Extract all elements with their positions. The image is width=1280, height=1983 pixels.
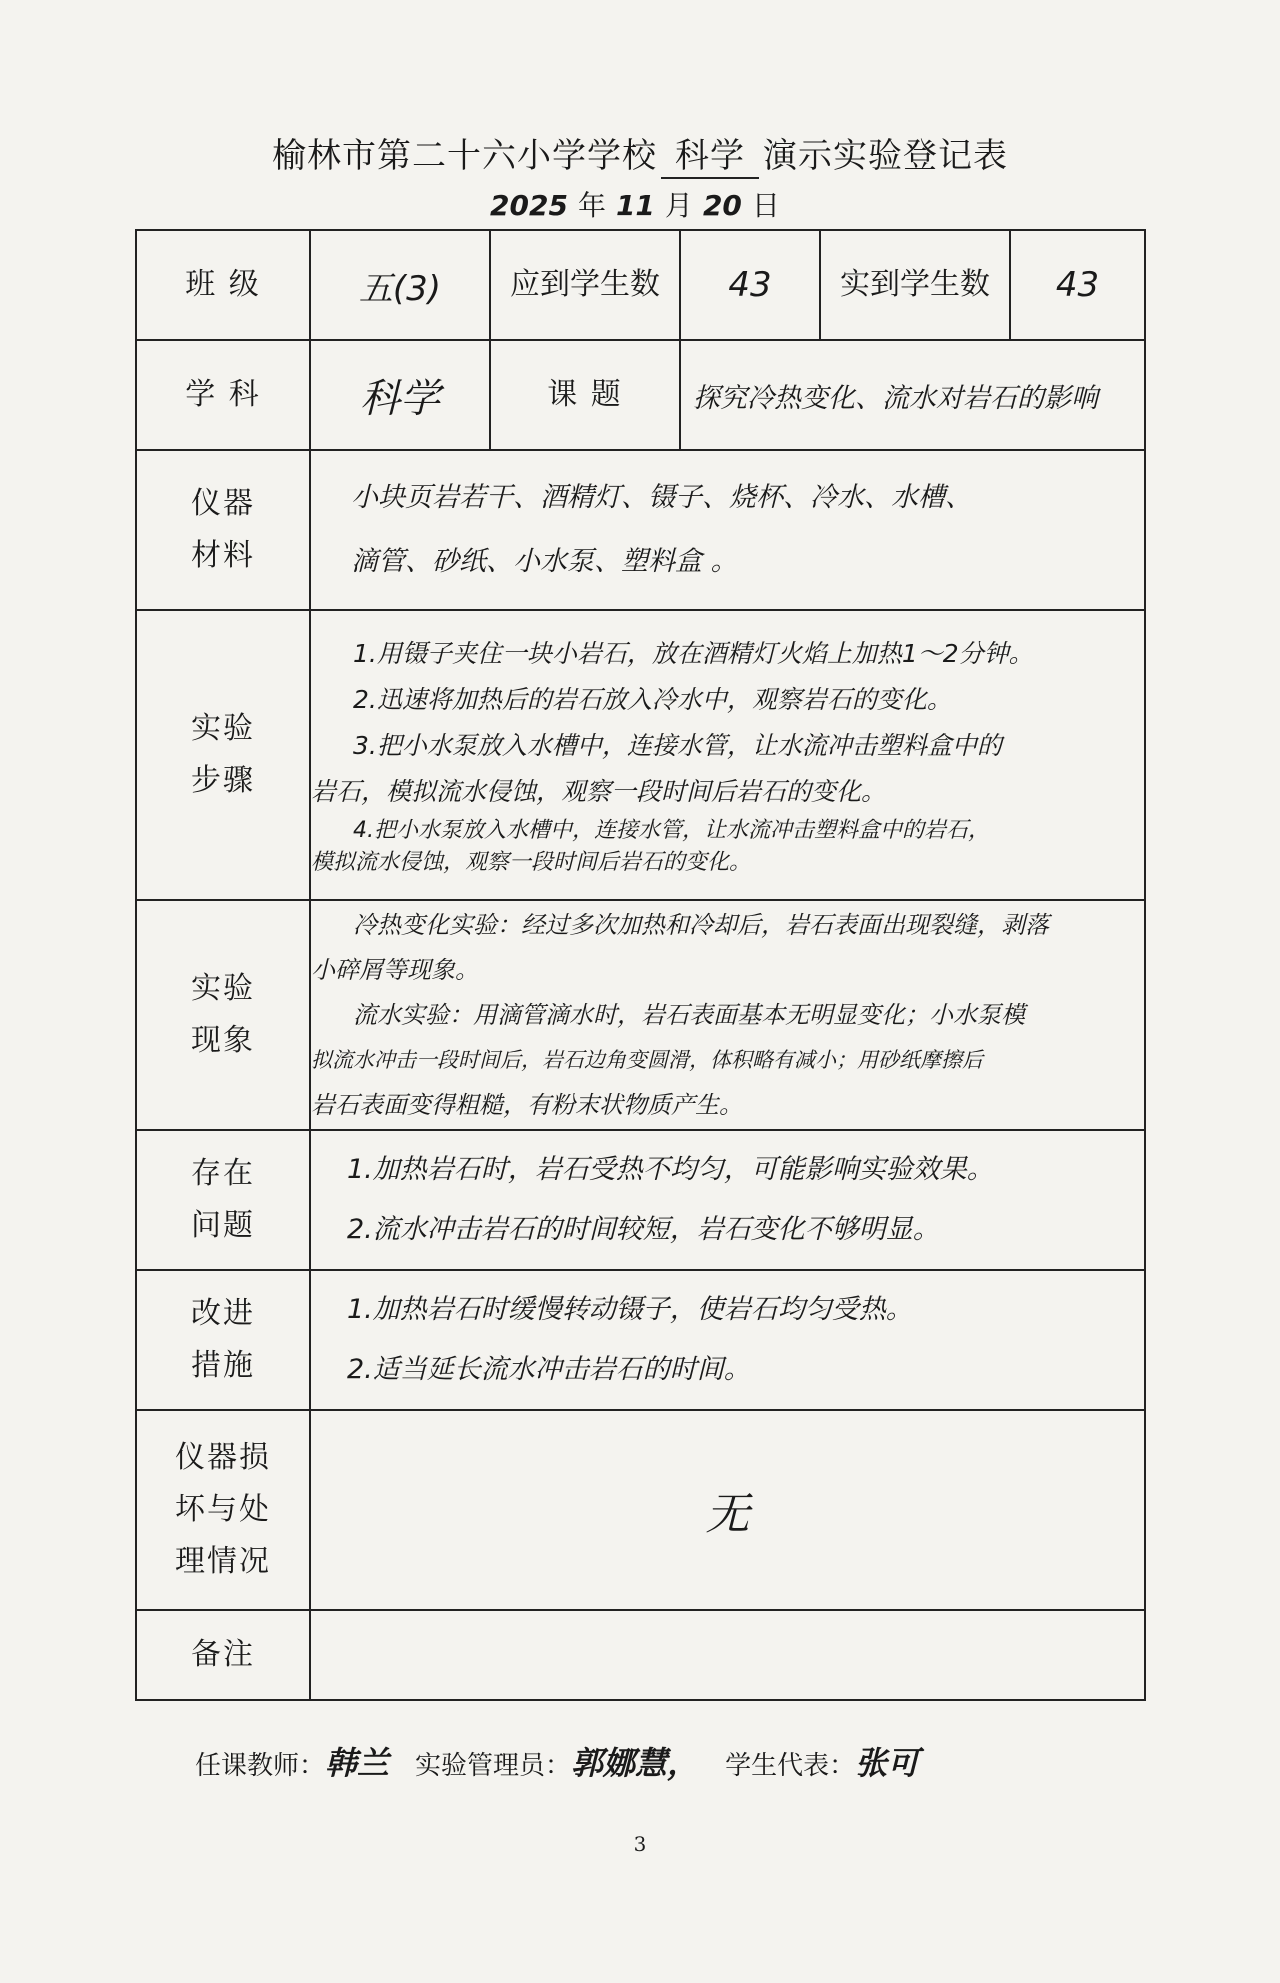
materials-label <box>136 450 310 610</box>
row-damage <box>136 1410 1145 1610</box>
damage-label-line-2: 坏与处 <box>175 1492 271 1527</box>
page-number: 3 <box>633 1832 647 1856</box>
expected-students-label: 应到学生数 <box>490 230 680 340</box>
class-value: 五(3) <box>310 230 490 340</box>
improvements-label-line-1: 改进 <box>191 1296 255 1331</box>
date-line <box>480 184 780 224</box>
step-line: 2.迅速将加热后的岩石放入冷水中，观察岩石的变化。 <box>353 685 952 714</box>
observation-line: 小碎屑等现象。 <box>311 955 479 984</box>
topic-label: 课 题 <box>490 340 680 450</box>
materials-content <box>310 450 1145 610</box>
improvements-label <box>136 1270 310 1410</box>
row-steps <box>136 610 1145 900</box>
signature-footer <box>195 1738 945 1784</box>
row-observations <box>136 900 1145 1130</box>
teacher-signature: 韩兰 <box>325 1744 390 1782</box>
issues-label <box>136 1130 310 1270</box>
improvement-line: 1.加热岩石时缓慢转动镊子，使岩石均匀受热。 <box>347 1294 913 1325</box>
improvements-label-line-2: 措施 <box>191 1348 255 1383</box>
observations-label <box>136 900 310 1130</box>
date-month: 11 <box>615 189 655 222</box>
date-month-label: 月 <box>664 189 693 222</box>
step-line: 3.把小水泵放入水槽中，连接水管，让水流冲击塑料盒中的 <box>353 731 1002 760</box>
step-line: 模拟流水侵蚀，观察一段时间后岩石的变化。 <box>311 850 752 875</box>
materials-label-line-1: 仪器 <box>191 486 255 521</box>
issues-label-line-2: 问题 <box>191 1208 255 1243</box>
steps-label <box>136 610 310 900</box>
remarks-value <box>310 1610 1145 1700</box>
issues-label-line-1: 存在 <box>191 1156 255 1191</box>
observations-label-line-1: 实验 <box>191 971 255 1006</box>
materials-label-line-2: 材料 <box>191 538 255 573</box>
issue-line: 2.流水冲击岩石的时间较短，岩石变化不够明显。 <box>347 1214 940 1245</box>
expected-students-value: 43 <box>680 230 820 340</box>
manager-label: 实验管理员： <box>415 1751 572 1781</box>
teacher-label: 任课教师： <box>195 1751 326 1781</box>
observation-line: 流水实验：用滴管滴水时，岩石表面基本无明显变化；小水泵模 <box>353 1000 1025 1029</box>
damage-value: 无 <box>310 1410 1145 1610</box>
class-label: 班 级 <box>136 230 310 340</box>
observation-line: 拟流水冲击一段时间后，岩石边角变圆滑，体积略有减小；用砂纸摩擦后 <box>311 1047 983 1072</box>
student-label: 学生代表： <box>725 1751 856 1781</box>
row-remarks <box>136 1610 1145 1700</box>
steps-label-line-2: 步骤 <box>191 763 255 798</box>
issue-line: 1.加热岩石时，岩石受热不均匀，可能影响实验效果。 <box>347 1154 994 1185</box>
remarks-label: 备注 <box>136 1610 310 1700</box>
damage-label-line-1: 仪器损 <box>175 1440 271 1475</box>
improvements-content <box>310 1270 1145 1410</box>
damage-label <box>136 1410 310 1610</box>
row-issues <box>136 1130 1145 1270</box>
steps-content <box>310 610 1145 900</box>
subject-label: 学 科 <box>136 340 310 450</box>
materials-line: 小块页岩若干、酒精灯、镊子、烧杯、冷水、水槽、 <box>351 482 972 513</box>
damage-label-line-3: 理情况 <box>175 1544 271 1579</box>
issues-content <box>310 1130 1145 1270</box>
title-subject: 科学 <box>661 128 759 179</box>
step-line: 岩石，模拟流水侵蚀，观察一段时间后岩石的变化。 <box>311 777 887 806</box>
observations-label-line-2: 现象 <box>191 1023 255 1058</box>
title-suffix: 演示实验登记表 <box>763 136 1008 176</box>
row-class <box>136 230 1145 340</box>
page-title <box>0 128 1280 179</box>
step-line: 4.把小水泵放入水槽中，连接水管，让水流冲击塑料盒中的岩石， <box>353 818 990 843</box>
row-materials <box>136 450 1145 610</box>
subject-value: 科学 <box>310 340 490 450</box>
manager-signature: 郭娜慧， <box>571 1744 700 1782</box>
observations-content <box>310 900 1145 1130</box>
step-line: 1.用镊子夹住一块小岩石，放在酒精灯火焰上加热1～2分钟。 <box>353 639 1034 668</box>
date-day: 20 <box>702 189 742 222</box>
actual-students-value: 43 <box>1010 230 1145 340</box>
title-prefix: 榆林市第二十六小学学校 <box>272 136 657 176</box>
row-subject <box>136 340 1145 450</box>
date-year-label: 年 <box>577 189 606 222</box>
student-signature: 张可 <box>855 1744 920 1782</box>
row-improvements <box>136 1270 1145 1410</box>
observation-line: 岩石表面变得粗糙，有粉末状物质产生。 <box>311 1090 743 1119</box>
observation-line: 冷热变化实验：经过多次加热和冷却后，岩石表面出现裂缝，剥落 <box>353 910 1049 939</box>
steps-label-line-1: 实验 <box>191 711 255 746</box>
registration-form-table <box>135 229 1146 1701</box>
materials-line: 滴管、砂纸、小水泵、塑料盒 。 <box>351 546 738 577</box>
date-year: 2025 <box>490 189 568 222</box>
actual-students-label: 实到学生数 <box>820 230 1010 340</box>
improvement-line: 2.适当延长流水冲击岩石的时间。 <box>347 1354 751 1385</box>
topic-value: 探究冷热变化、流水对岩石的影响 <box>680 340 1145 450</box>
date-day-label: 日 <box>751 189 780 222</box>
